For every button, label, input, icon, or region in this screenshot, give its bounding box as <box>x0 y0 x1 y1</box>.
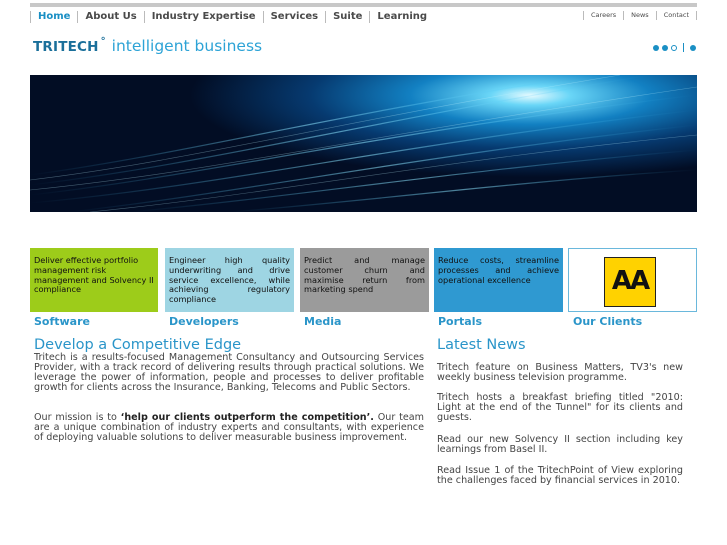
link-media[interactable]: Media <box>304 315 342 328</box>
nav-about-us[interactable]: About Us <box>77 11 143 23</box>
hero-banner <box>30 75 697 212</box>
news-item-1[interactable]: Tritech feature on Business Matters, TV3's new weekly business television programme. <box>437 362 683 383</box>
link-developers[interactable]: Developers <box>169 315 239 328</box>
intro-paragraph: Tritech is a results-focused Management Consultancy and Outsourcing Services Provider, with a track record of delivering results through practical solutions. We leverage the power of information, people and processes to deliver profitable growth for clients across the Insurance, Banking, Telecoms and Public Sectors. <box>34 352 424 393</box>
pager-dot-1[interactable] <box>653 45 659 51</box>
logo-ring-icon: ° <box>100 36 106 47</box>
link-portals[interactable]: Portals <box>438 315 483 328</box>
logo-tagline: intelligent business <box>111 37 263 55</box>
news-item-2[interactable]: Tritech hosts a breakfast briefing titled "2010: Light at the end of the Tunnel" for its clients and guests. <box>437 392 683 423</box>
mission-post: Our team are a unique combination of industry experts and consultants, with experience of deploying valuable solutions to deliver measurable business improvement. <box>34 412 424 443</box>
tile-portals-text: Reduce costs, streamline processes and achieve operational excellence <box>438 255 559 285</box>
nav-learning[interactable]: Learning <box>369 11 434 23</box>
tile-software[interactable] <box>30 248 158 312</box>
client-logo-aa-text: AA <box>611 266 649 297</box>
tile-our-clients[interactable] <box>568 248 697 312</box>
tile-software-text: Deliver effective portfolio management risk management and Solvency II compliance <box>34 255 154 295</box>
client-logo-aa[interactable] <box>604 257 656 307</box>
news-heading: Latest News <box>437 337 526 353</box>
tile-portals[interactable] <box>434 248 563 312</box>
main-nav <box>30 9 434 25</box>
nav-home[interactable]: Home <box>30 11 77 23</box>
util-careers[interactable]: Careers <box>583 11 623 20</box>
tile-developers[interactable] <box>165 248 294 312</box>
main-heading: Develop a Competitive Edge <box>34 337 242 353</box>
nav-services[interactable]: Services <box>263 11 326 23</box>
tile-media-text: Predict and manage customer churn and maximise return from marketing spend <box>304 255 425 295</box>
link-software[interactable]: Software <box>34 315 90 328</box>
utility-nav <box>583 11 697 20</box>
mission-quote: ‘help our clients outperform the competition’. <box>120 412 374 423</box>
mission-pre: Our mission is to <box>34 412 121 423</box>
tile-media[interactable] <box>300 248 429 312</box>
site-logo[interactable] <box>33 37 262 55</box>
pager-dot-4[interactable] <box>690 45 696 51</box>
news-item-3[interactable]: Read our new Solvency II section including key learnings from Basel II. <box>437 434 683 455</box>
hero-light-streaks <box>30 75 697 212</box>
nav-industry-expertise[interactable]: Industry Expertise <box>144 11 263 23</box>
nav-suite[interactable]: Suite <box>325 11 369 23</box>
pager-dot-2[interactable] <box>662 45 668 51</box>
logo-brand: TRITECH <box>33 39 99 55</box>
pager-separator <box>683 43 684 52</box>
slideshow-pager <box>653 43 696 52</box>
mission-paragraph <box>34 413 424 443</box>
news-item-4[interactable]: Read Issue 1 of the TritechPoint of View exploring the challenges faced by financial services in 2010. <box>437 465 683 486</box>
top-rule <box>30 3 697 7</box>
link-our-clients[interactable]: Our Clients <box>573 315 643 328</box>
util-contact[interactable]: Contact <box>656 11 697 20</box>
util-news[interactable]: News <box>623 11 656 20</box>
tile-developers-text: Engineer high quality underwriting and drive service excellence, while achieving regulatory compliance <box>169 255 290 305</box>
pager-dot-3[interactable] <box>671 45 677 51</box>
